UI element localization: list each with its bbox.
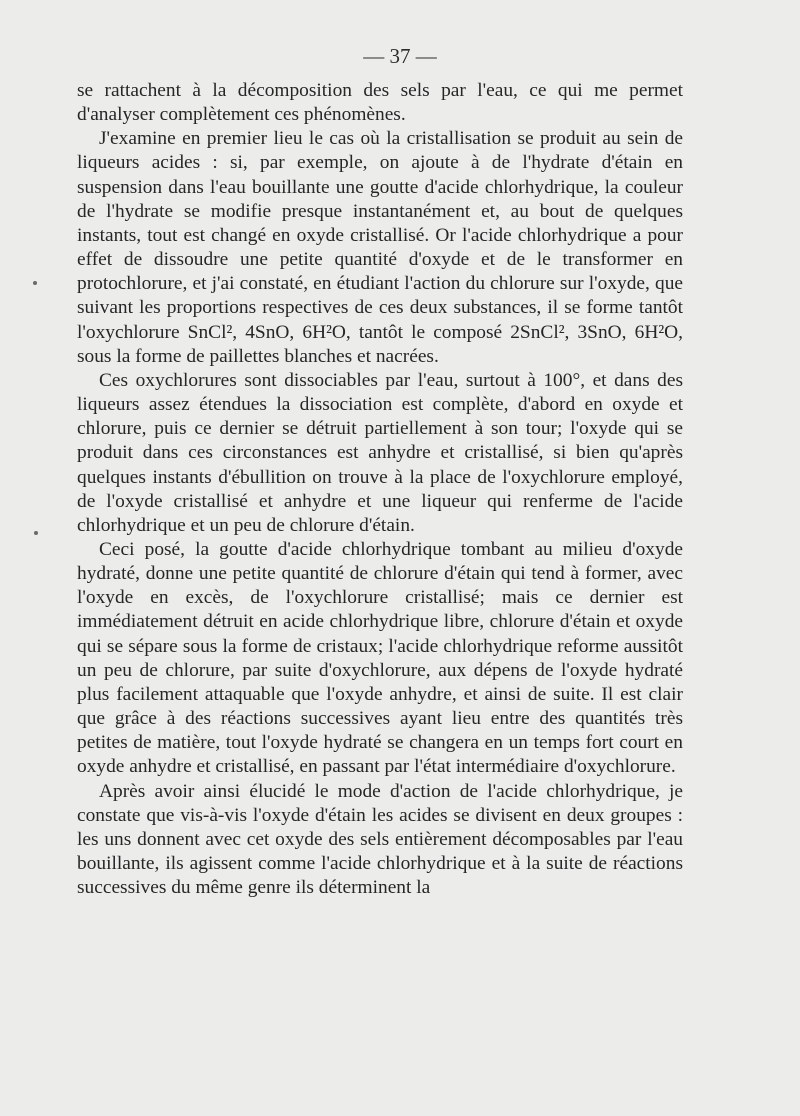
margin-mark [33,281,37,285]
paragraph: Ces oxychlorures sont dissociables par l'eau, surtout à 100°, et dans des liqueurs assez étendues la dissociation est complète, d'abord en oxyde et chlorure, puis ce dernier se détruit partiellement à son tour; l'oxyde qui se produit dans ces circonstances est anhydre et cristallisé, si bien qu'après quelques instants d'ébullition on trouve à la place de l'oxychlorure employé, de l'oxyde cristallisé et anhydre et une liqueur qui renferme de l'acide chlorhydrique et un peu de chlorure d'étain. [77,369,683,536]
body-text [77,79,683,900]
paragraph: Ceci posé, la goutte d'acide chlorhydrique tombant au milieu d'oxyde hydraté, donne une petite quantité de chlorure d'étain qui tend à former, avec l'oxyde en excès, de l'oxychlorure cristallisé; mais ce dernier est immédiatement détruit en acide chlorhydrique libre, chlorure d'étain et oxyde qui se sépare sous la forme de cristaux; l'acide chlorhydrique reforme aussitôt un peu de chlorure, par suite d'oxychlorure, aux dépens de l'oxyde hydraté plus facilement attaquable que l'oxyde anhydre, et ainsi de suite. Il est clair que grâce à des réactions successives ayant lieu entre des quantités très petites de matière, tout l'oxyde hydraté se changera en un temps fort court en oxyde anhydre et cristallisé, en passant par l'état intermédiaire d'oxychlorure. [77,538,683,778]
paragraph: J'examine en premier lieu le cas où la cristallisation se produit au sein de liqueurs acides : si, par exemple, on ajoute à de l'hydrate d'étain en suspension dans l'eau bouillante une goutte d'acide chlorhydrique, la couleur de l'hydrate se modifie presque instantanément et, au bout de quelques instants, tout est changé en oxyde cristallisé. Or l'acide chlorhydrique a pour effet de dissoudre une petite quantité d'oxyde et de le transformer en protochlorure, et j'ai constaté, en étudiant l'action du chlorure sur l'oxyde, que suivant les proportions respectives de ces deux substances, il se forme tantôt l'oxychlorure SnCl², 4SnO, 6H²O, tantôt le composé 2SnCl², 3SnO, 6H²O, sous la forme de paillettes blanches et nacrées. [77,128,683,367]
paragraph-continuation: se rattachent à la décomposition des sels par l'eau, ce qui me permet d'analyser complètement ces phénomènes. [77,80,683,126]
margin-mark [34,531,38,535]
paragraph: Après avoir ainsi élucidé le mode d'action de l'acide chlorhydrique, je constate que vis-à-vis l'oxyde d'étain les acides se divisent en deux groupes : les uns donnent avec cet oxyde des sels entièrement décomposables par l'eau bouillante, ils agissent comme l'acide chlorhydrique et à la suite de réactions successives du même genre ils déterminent la [77,780,683,899]
page-number: — 37 — [363,44,437,68]
